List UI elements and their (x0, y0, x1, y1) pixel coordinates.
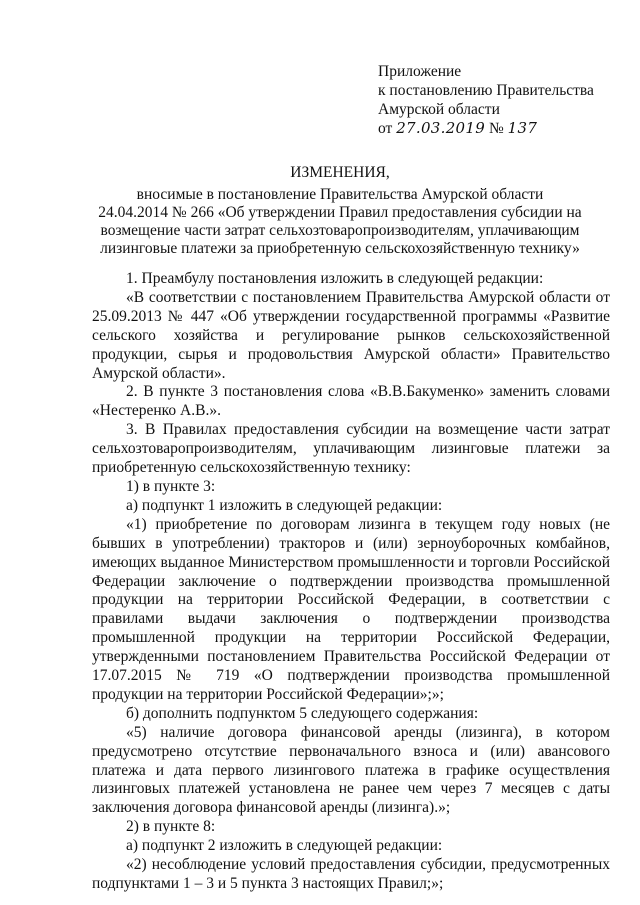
paragraph: 2. В пункте 3 постановления слова «В.В.Бакуменко» заменить словами «Нестеренко А.В.». (92, 383, 610, 420)
paragraph: 2) в пункте 8: (126, 818, 216, 836)
date-prefix: от (378, 120, 393, 137)
handwritten-date: 27.03.2019 (396, 119, 486, 137)
appendix-line: к постановлению Правительства (378, 82, 594, 99)
paragraph: «В соответствии с постановлением Правительства Амурской области от 25.09.2013 № 447 «Об утверждении государственной программы «Развитие сельского хозяйства и регулирование рынков сельскохозяйственной продукции, сырья и продовольствия Амурской области» Правительство Амурской области». (92, 288, 610, 382)
paragraph: «2) несоблюдение условий предоставления субсидии, предусмотренных подпунктами 1 – 3 и 5 пункта 3 настоящих Правил;»; (92, 856, 610, 892)
document-title (60, 164, 620, 258)
handwritten-number: 137 (507, 119, 538, 137)
paragraph: б) дополнить подпунктом 5 следующего содержания: (126, 704, 479, 722)
subtitle-line: возмещение части затрат сельхозтоваропроизводителям, уплачивающим (100, 222, 580, 239)
paragraph: «1) приобретение по договорам лизинга в текущем году новых (не бывших в употреблении) тракторов и (или) зерноуборочных комбайнов, имеющих выданное Министерством промышленности и торговли Российской Федерации заключение о подтверждении производства промышленной продукции на территории Российской Федерации, в соответствии с правилами выдачи заключения о подтверждении производства промышленной продукции на территории Российской Федерации, утвержденными постановлением Правительства Российской Федерации от 17.07.2015 № 719 «О подтверждении производства промышленной продукции на территории Российской Федерации»;»; (92, 515, 610, 703)
appendix-line: Приложение (378, 63, 462, 80)
subtitle-line: лизинговые платежи за приобретенную сельскохозяйственную технику» (100, 240, 580, 257)
appendix-date-line (378, 119, 594, 138)
number-sign: № (488, 120, 504, 137)
paragraph: а) подпункт 2 изложить в следующей редакции: (126, 837, 443, 855)
appendix-line: Амурской области (378, 101, 500, 118)
subtitle-line: вносимые в постановление Правительства Амурской области (136, 186, 544, 203)
paragraph: 1) в пункте 3: (126, 477, 216, 495)
appendix-block (378, 62, 594, 138)
document-body (92, 270, 610, 894)
paragraph: 1. Преамбулу постановления изложить в следующей редакции: (126, 270, 544, 287)
subtitle-line: 24.04.2014 № 266 «Об утверждении Правил предоставления субсидии на (98, 204, 582, 221)
paragraph: 3. В Правилах предоставления субсидии на возмещение части затрат сельхозтоваропроизводителям, уплачивающим лизинговые платежи за приобретенную сельскохозяйственную технику: (92, 421, 610, 477)
title-caps: ИЗМЕНЕНИЯ, (290, 164, 390, 181)
paragraph: а) подпункт 1 изложить в следующей редакции: (126, 496, 443, 514)
paragraph: «5) наличие договора финансовой аренды (лизинга), в котором предусмотрено отсутствие первоначального взноса и (или) авансового платежа и дата первого лизингового платежа в графике осуществления лизинговых платежей установлена не ранее чем через 7 месяцев с даты заключения договора финансовой аренды (лизинга).»; (92, 723, 610, 817)
